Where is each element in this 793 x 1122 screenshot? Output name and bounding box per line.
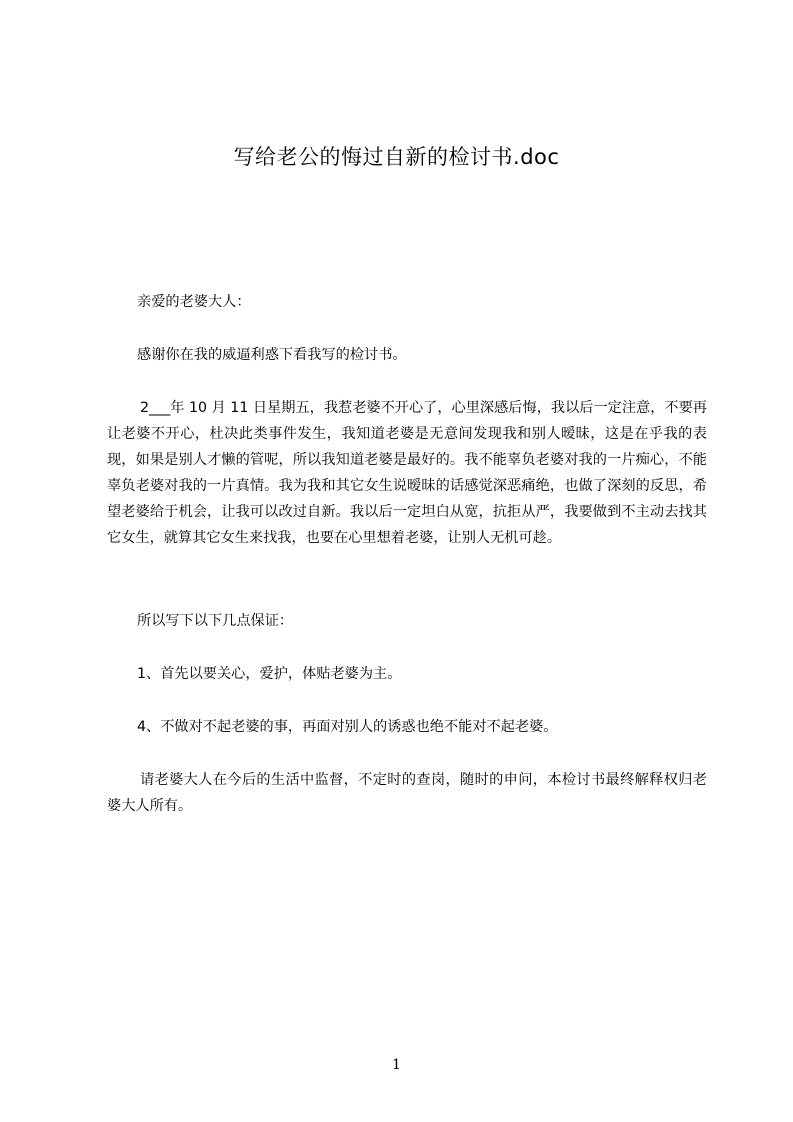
thanks-paragraph: 感谢你在我的威逼利惑下看我写的检讨书。 bbox=[137, 347, 407, 363]
main-paragraph: 2___年 10 月 11 日星期五，我惹老婆不开心了，心里深感后悔，我以后一定注意，不要再让老婆不开心，杜决此类事件发生，我知道老婆是无意间发现我和别人暧昧，这是在乎我的表现，如果是别人才懒的管呢，所以我知道老婆是最好的。我不能辜负老婆对我的一片痴心，不能辜负老婆对我的一片真情。我为我和其它女生说暧昧的话感觉深恶痛绝，也做了深刻的反思，希望老婆给于机会，让我可以改过自新。我以后一定坦白从宽，抗拒从严，我要做到不主动去找其它女生，就算其它女生来找我，也要在心里想着老婆，让别人无机可趁。 bbox=[107, 400, 707, 546]
guarantee-item-1: 1、首先以要关心，爱护，体贴老婆为主。 bbox=[137, 666, 402, 682]
closing-paragraph: 请老婆大人在今后的生活中监督，不定时的查岗，随时的申问，本检讨书最终解释权归老婆大人所有。 bbox=[107, 772, 707, 814]
document-title: 写给老公的悔过自新的检讨书.doc bbox=[233, 145, 560, 169]
guarantee-intro-paragraph: 所以写下以下几点保证： bbox=[137, 613, 294, 629]
guarantee-item-4: 4、不做对不起老婆的事，再面对别人的诱惑也绝不能对不起老婆。 bbox=[137, 719, 558, 735]
page-number: 1 bbox=[392, 1057, 401, 1073]
greeting-paragraph: 亲爱的老婆大人： bbox=[137, 294, 251, 310]
